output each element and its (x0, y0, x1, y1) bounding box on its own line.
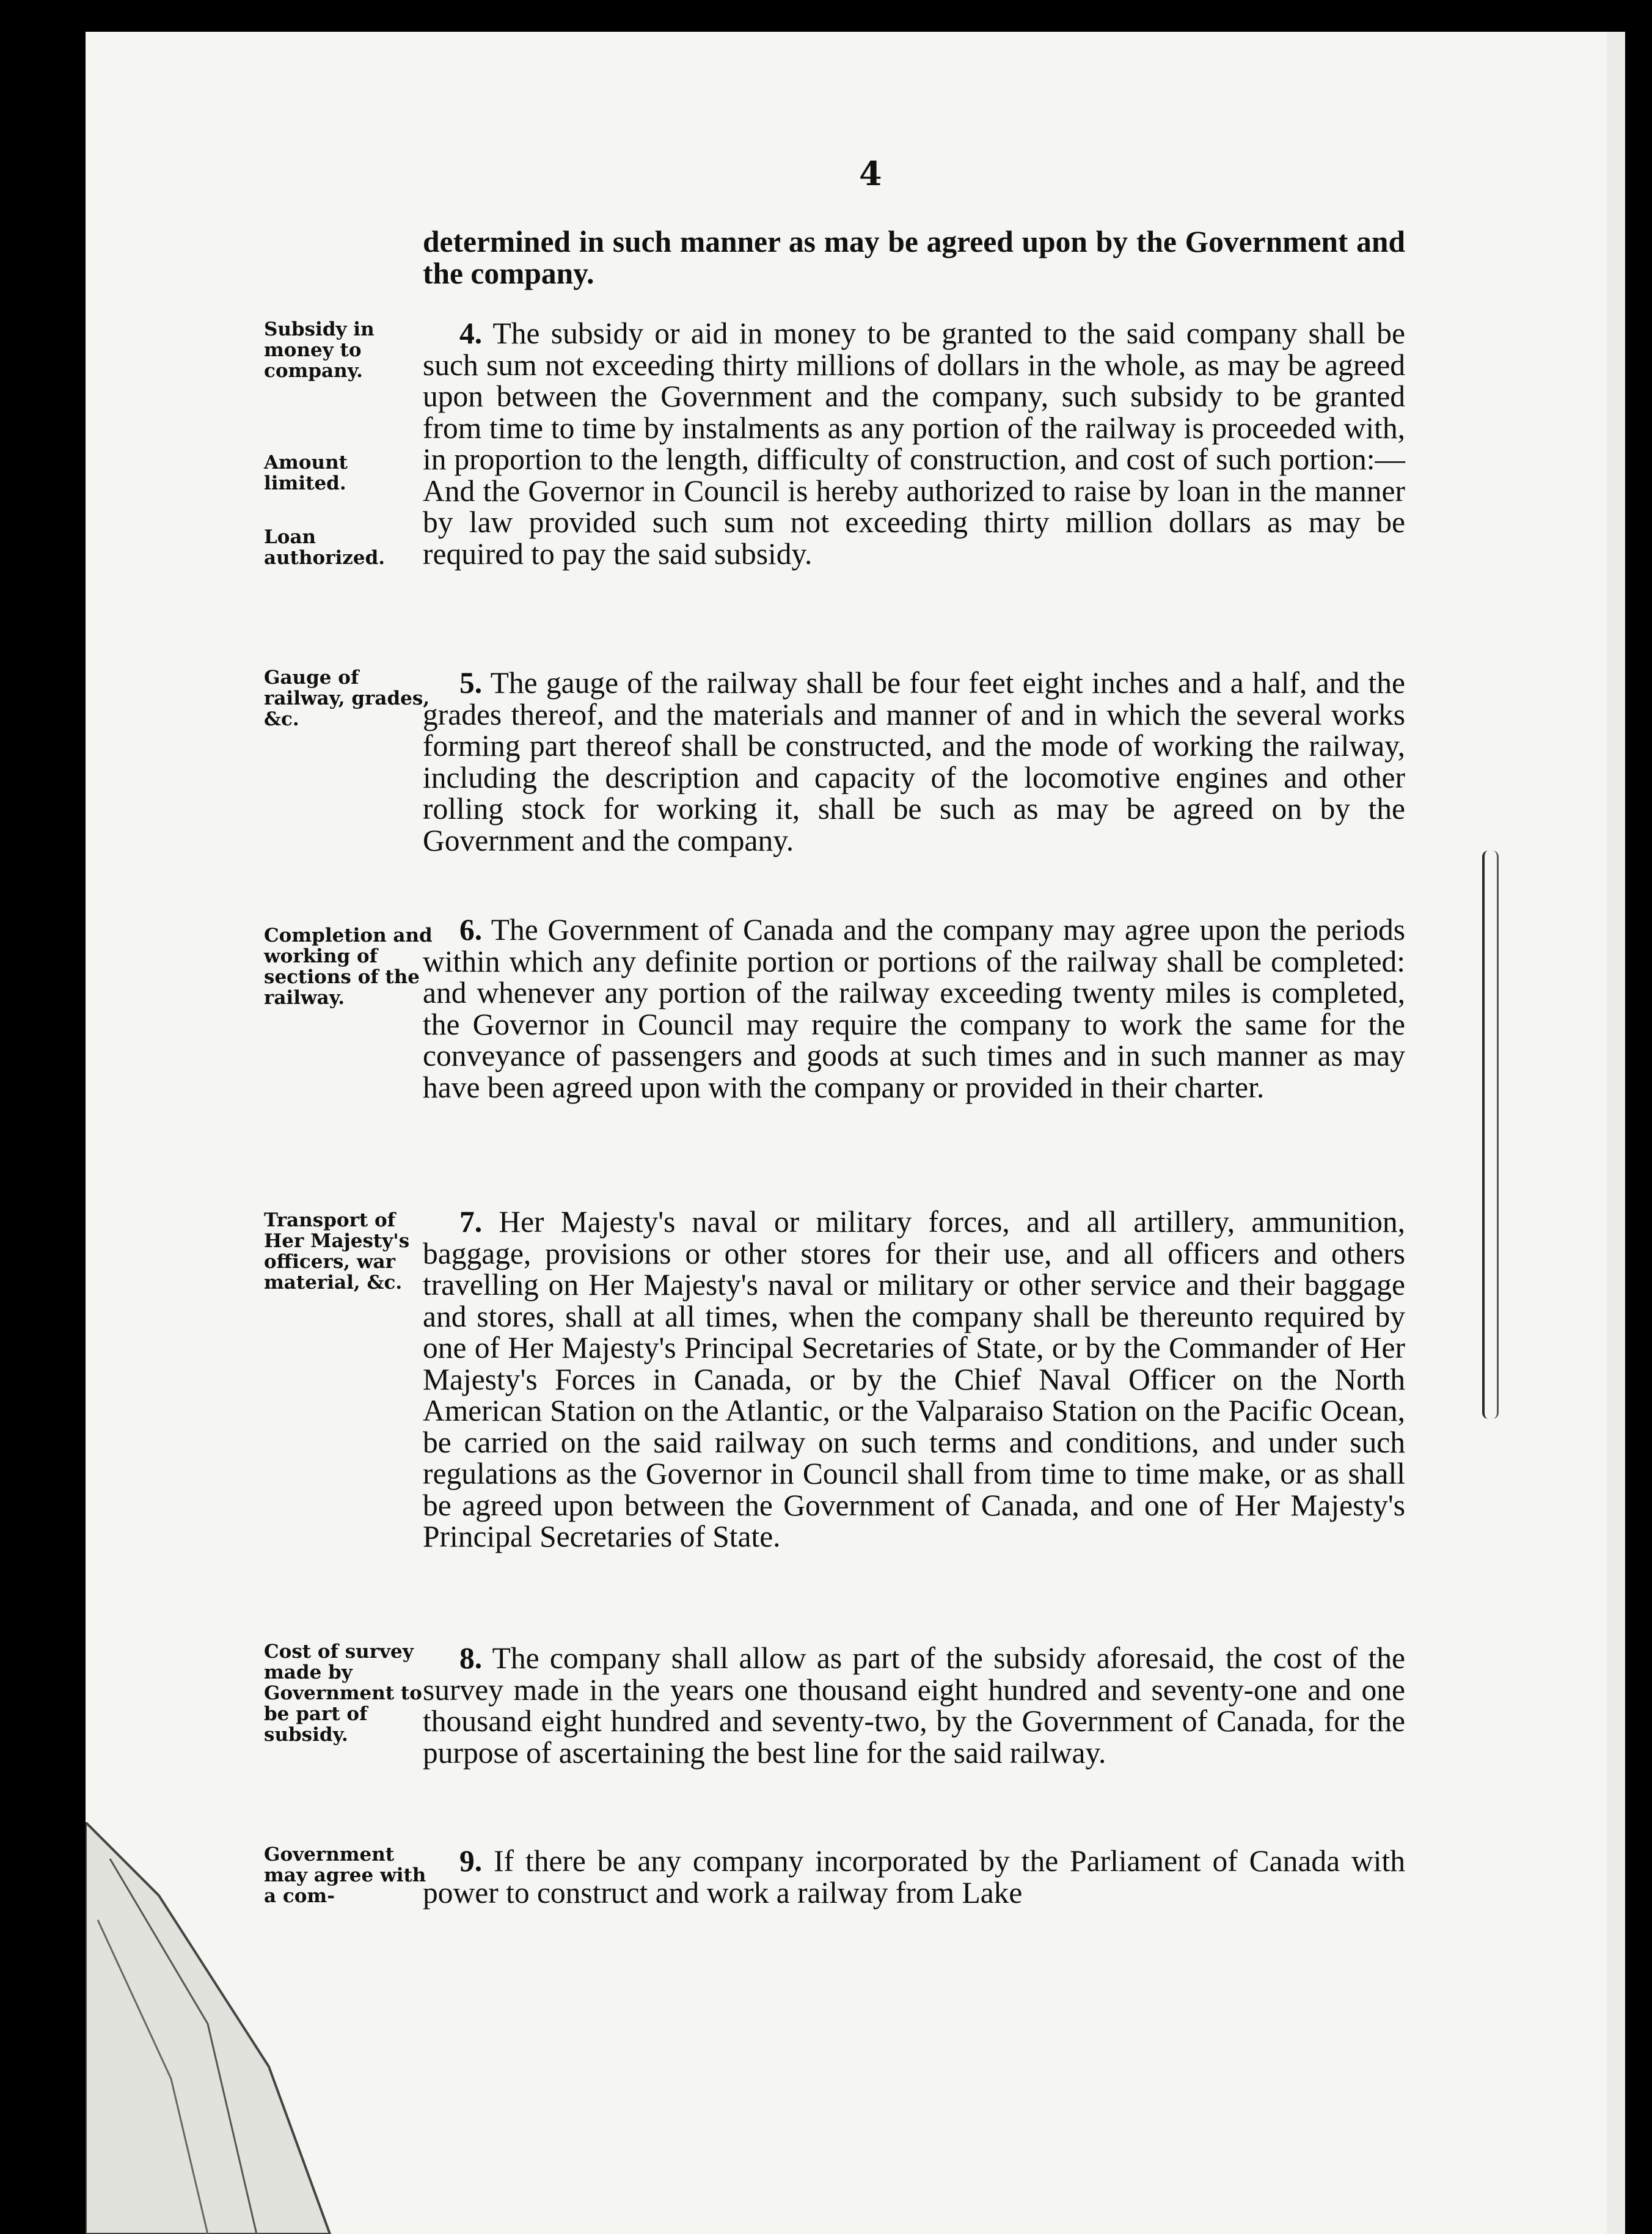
margin-note-transport: Transport of Her Majesty's officers, war material, &c. (264, 1209, 410, 1294)
document-page (86, 32, 1652, 2234)
section-4-text: The subsidy or aid in money to be granted to the said company shall be such sum not exceeding thirty millions of dollars in the whole, as may be agreed upon between the Government and the company, such subsidy to be granted from time to time by instalments as any portion of the railway is proceeded with, in proportion to the length, difficulty of construction, and cost of such portion:—And the Governor in Council is hereby authorized to raise by loan in the manner by law provided such sum not exceeding thirty million dollars as may be required to pay the said subsidy. (423, 317, 1406, 571)
section-5-text: The gauge of the railway shall be four feet eight inches and a half, and the grades thereof, and the materials and manner of and in which the several works forming part thereof shall be constructed, and the mode of working the railway, including the description and capacity of the locomotive engines and other rolling stock for working it, shall be such as may be agreed on by the Government and the company. (423, 666, 1405, 857)
section-9-number: 9. (459, 1844, 483, 1878)
margin-note-government-agree: Government may agree with a com- (264, 1844, 426, 1907)
section-8-paragraph (423, 1643, 1405, 1768)
section-8-number: 8. (459, 1641, 483, 1675)
section-4-number: 4. (459, 317, 483, 350)
margin-note-survey: Cost of survey made by Government to be part of subsidy. (264, 1641, 422, 1746)
section-4-paragraph (423, 318, 1405, 569)
margin-note-loan: Loan authorized. (264, 526, 386, 569)
section-6-text: The Government of Canada and the company may agree upon the periods within which any definite portion or portions of the railway shall be completed: and whenever any portion of the railway exceeding twenty miles is completed, the Governor in Council may require the company to work the same for the conveyance of passengers and goods at such times and in such manner as may have been agreed upon with the company or provided in their charter. (423, 913, 1405, 1104)
section-9-text: If there be any company incorporated by the Parliament of Canada with power to construct and work a railway from Lake (423, 1844, 1405, 1910)
section-5-paragraph (423, 667, 1405, 856)
section-6-number: 6. (459, 913, 483, 947)
section-5-number: 5. (459, 666, 483, 700)
section-6-paragraph (423, 914, 1405, 1103)
section-7-paragraph (423, 1206, 1405, 1553)
margin-note-subsidy: Subsidy in money to company. (264, 318, 375, 382)
section-7-number: 7. (459, 1205, 483, 1239)
continuation-paragraph: determined in such manner as may be agreed upon by the Government and the company. (423, 225, 1405, 290)
folded-corner (86, 1822, 379, 2234)
page-number: 4 (859, 154, 882, 193)
margin-note-gauge: Gauge of railway, grades, &c. (264, 667, 430, 730)
facing-page-edge (1607, 32, 1625, 2234)
binding-fold-mark (1482, 851, 1499, 1419)
margin-note-amount-limited: Amount limited. (264, 452, 348, 494)
scan-right-border (1625, 32, 1652, 2234)
section-8-text: The company shall allow as part of the subsidy aforesaid, the cost of the survey made in the years one thousand eight hundred and seventy-one and one thousand eight hundred and seventy-two, by the Government of Canada, for the purpose of ascertaining the best line for the said railway. (423, 1641, 1405, 1770)
section-9-paragraph (423, 1845, 1405, 1908)
margin-note-completion: Completion and working of sections of the railway. (264, 925, 433, 1009)
section-7-text: Her Majesty's naval or military forces, and all artillery, ammunition, baggage, provisions or other stores for their use, and all officers and others travelling on Her Majesty's naval or military or other service and their baggage and stores, shall at all times, when the company shall be thereunto required by one of Her Majesty's Principal Secretaries of State, or by the Commander of Her Majesty's Forces in Canada, or by the Chief Naval Officer on the North American Station on the Atlantic, or the Valparaiso Station on the Pacific Ocean, be carried on the said railway on such terms and conditions, and under such regulations as the Governor in Council shall from time to time make, or as shall be agreed upon between the Government of Canada, and one of Her Majesty's Principal Secretaries of State. (423, 1205, 1405, 1553)
